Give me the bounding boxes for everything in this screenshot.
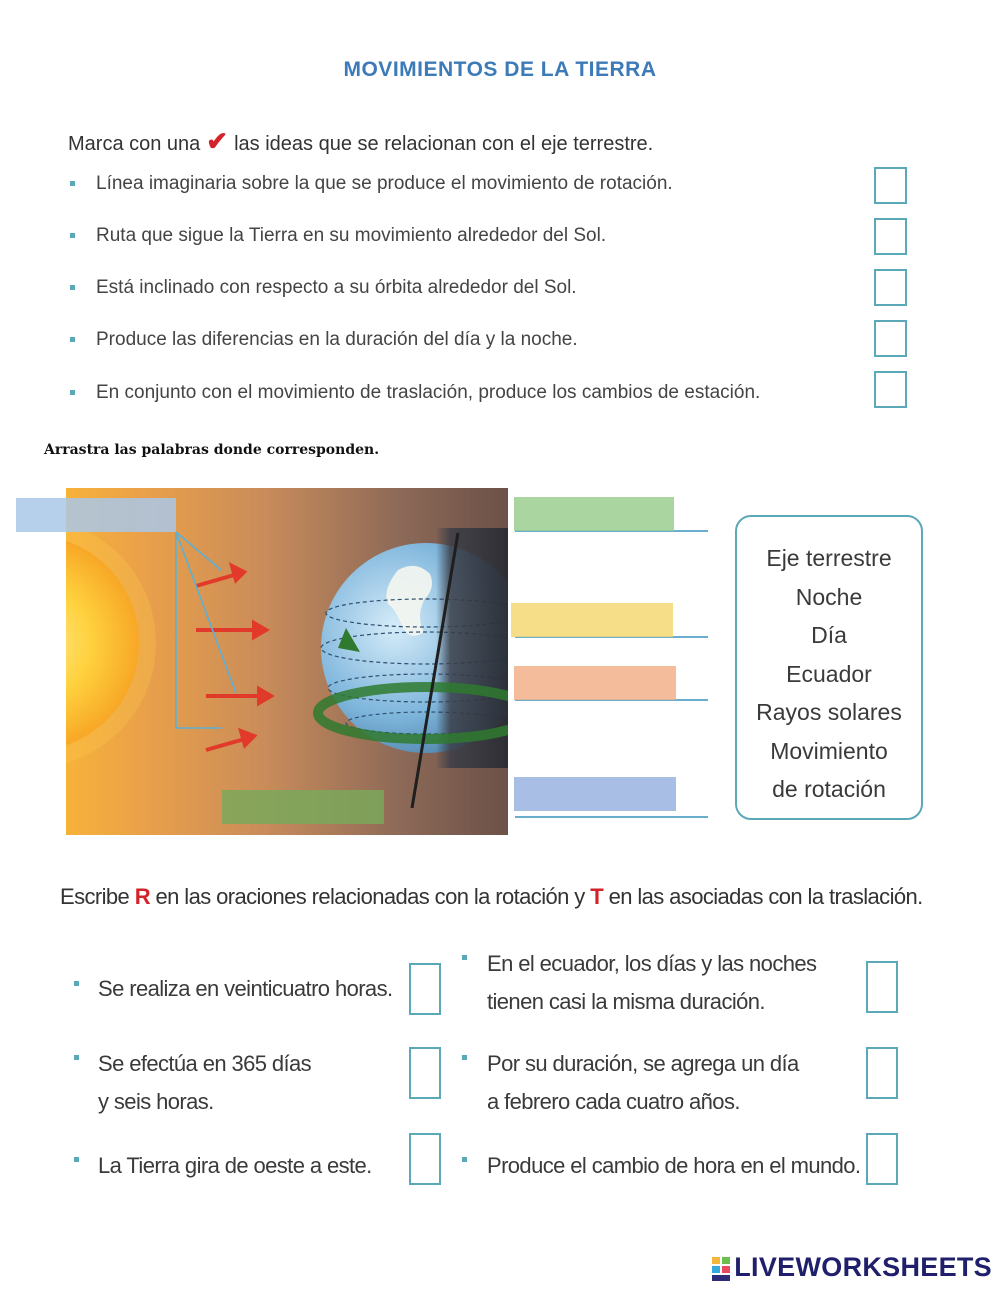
answer-box[interactable] — [409, 1047, 441, 1099]
sentence-line: a febrero cada cuatro años. — [487, 1089, 740, 1114]
sentence-line: Se efectúa en 365 días — [98, 1051, 312, 1076]
sentence-line: La Tierra gira de oeste a este. — [98, 1153, 372, 1178]
list-item: Está inclinado con respecto a su órbita alrededor del Sol. — [96, 277, 577, 298]
logo-mark-icon — [712, 1257, 730, 1281]
instruction-text-after: las ideas que se relacionan con el eje terrestre. — [234, 133, 654, 155]
sentence-line: tienen casi la misma duración. — [487, 989, 765, 1014]
word-bank-item: Noche — [795, 583, 863, 610]
section2-instruction: Arrastra las palabras donde corresponden. — [44, 442, 380, 458]
answer-box[interactable] — [409, 1133, 441, 1185]
drop-zone[interactable] — [514, 777, 676, 811]
word-bank — [735, 515, 923, 820]
word-bank-item: de rotación — [772, 776, 886, 802]
sentence-item — [98, 1045, 311, 1121]
list-item: Produce las diferencias en la duración del día y la noche. — [96, 329, 578, 350]
word-bank-item: Eje terrestre — [766, 545, 892, 571]
list-item: Línea imaginaria sobre la que se produce el movimiento de rotación. — [96, 173, 673, 194]
list-item: Ruta que sigue la Tierra en su movimiento alrededor del Sol. — [96, 225, 607, 246]
drop-zone[interactable] — [514, 666, 676, 700]
answer-box[interactable] — [866, 961, 898, 1013]
drop-zone[interactable] — [511, 603, 673, 637]
answer-box[interactable] — [866, 1047, 898, 1099]
sentence-line: Se realiza en veinticuatro horas. — [98, 976, 393, 1001]
bullet-icon — [74, 1157, 79, 1162]
bullet-icon — [74, 1055, 79, 1060]
word-bank-item: Movimiento — [770, 737, 888, 764]
sentence-line: Por su duración, se agrega un día — [487, 1051, 799, 1076]
brand-name: LIVEWORKSHEETS — [734, 1252, 992, 1282]
letter-t: T — [590, 884, 604, 909]
bullet-icon — [74, 981, 79, 986]
sentence-line: y seis horas. — [98, 1089, 214, 1114]
drop-zone[interactable] — [16, 498, 176, 532]
sentence-line: En el ecuador, los días y las noches — [487, 951, 817, 976]
sentence-item — [98, 1147, 372, 1185]
bullet-icon — [462, 1157, 467, 1162]
instruction-text: en las oraciones relacionadas con la rotación y — [155, 884, 585, 909]
instruction-text: Escribe — [60, 884, 130, 909]
word-bank-item: Rayos solares — [756, 699, 902, 725]
bullet-icon — [462, 955, 467, 960]
letter-r: R — [134, 884, 150, 909]
instruction-text-before: Marca con una — [68, 133, 201, 155]
sentence-item — [98, 970, 393, 1008]
word-bank-item: Día — [811, 622, 847, 648]
drop-zone[interactable] — [514, 497, 674, 531]
drop-zone[interactable] — [222, 790, 384, 824]
instruction-text: en las asociadas con la traslación. — [608, 884, 923, 909]
list-item: En conjunto con el movimiento de traslación, produce los cambios de estación. — [96, 382, 761, 403]
answer-box[interactable] — [409, 963, 441, 1015]
page-title: MOVIMIENTOS DE LA TIERRA — [343, 58, 657, 81]
sentence-item — [487, 945, 816, 1021]
liveworksheets-logo — [712, 1252, 992, 1283]
checkmark-icon: ✔ — [206, 126, 229, 156]
word-bank-item: Ecuador — [786, 660, 872, 687]
sentence-line: Produce el cambio de hora en el mundo. — [487, 1153, 861, 1178]
sentence-item — [487, 1147, 860, 1185]
answer-box[interactable] — [866, 1133, 898, 1185]
section3-instruction — [60, 884, 923, 910]
sentence-item — [487, 1045, 799, 1121]
bullet-icon — [462, 1055, 467, 1060]
